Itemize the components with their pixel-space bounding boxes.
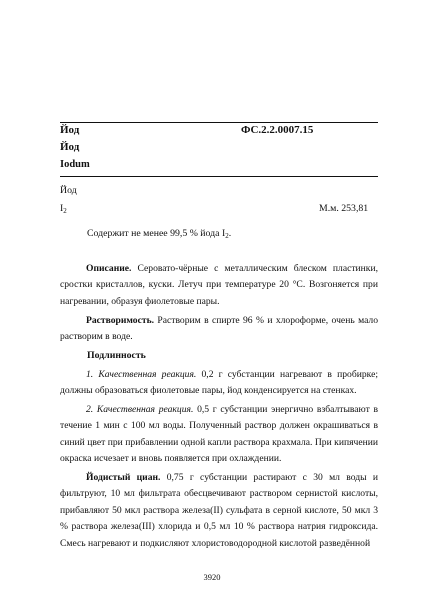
description-text: Серовато-чёрные с металлическим блеском пластинки, сростки кристаллов, куски. Летуч при температуре 20 °С. Возгоняется при нагревании, образуя фиолетовые пары.	[60, 263, 378, 307]
solubility-paragraph	[60, 313, 378, 346]
reaction2-label: 2. Качественная реакция.	[86, 404, 194, 415]
iodine-cyanide-label: Йодистый циан.	[86, 472, 161, 483]
reaction1-label: 1. Качественная реакция.	[86, 369, 197, 380]
formula-main: I	[60, 203, 64, 214]
molar-mass: М.м. 253,81	[319, 203, 369, 214]
content-statement	[87, 228, 231, 239]
formula-sub: 2	[63, 207, 67, 215]
header-bottom-rule	[60, 176, 378, 177]
chemical-formula	[60, 203, 67, 214]
reaction1-paragraph	[60, 367, 378, 400]
latin-title: Iodum	[60, 159, 90, 170]
content-text: Содержит не менее 99,5 % йода I	[87, 228, 226, 239]
page-number: 3920	[203, 572, 221, 582]
solubility-label: Растворимость.	[86, 315, 155, 326]
monograph-title-repeat: Йод	[60, 141, 80, 153]
iodine-cyanide-paragraph	[60, 470, 378, 552]
reaction2-text: 0,5 г субстанции энергично взбалтывают в течение 1 мин с 100 мл воды. Полученный раствор должен окрашиваться в синий цвет при прибавлении одной капли раствора крахмала. При кипячении окраска исчезает и вновь появляется при охлаждении.	[60, 404, 378, 465]
monograph-title: Йод	[60, 124, 80, 136]
identity-heading: Подлинность	[87, 350, 146, 361]
reaction1-text: 0,2 г субстанции нагревают в пробирке; должны образоваться фиолетовые пары, йод конденсируется на стенках.	[60, 369, 378, 397]
standard-code: ФС.2.2.0007.15	[241, 124, 314, 136]
description-label: Описание.	[86, 263, 132, 274]
content-sub: 2	[225, 232, 229, 240]
reaction2-paragraph	[60, 402, 378, 468]
description-paragraph	[60, 261, 378, 310]
header-top-rule	[60, 122, 378, 123]
substance-name: Йод	[60, 185, 77, 196]
solubility-text: Растворим в спирте 96 % и хлороформе, очень мало растворим в воде.	[60, 315, 378, 343]
content-tail: .	[228, 228, 232, 239]
iodine-cyanide-text: 0,75 г субстанции растирают с 30 мл воды и фильтруют, 10 мл фильтрата обесцвечивают раствором сернистой кислоты, прибавляют 50 мкл раствора железа(II) сульфата в серной кислоте, 50 мкл 3 % раствора железа(III) хлорида и 0,5 мл 10 % раствора натрия гидроксида. Смесь нагревают и подкисляют хлористоводородной кислотой разведённой	[60, 472, 378, 549]
